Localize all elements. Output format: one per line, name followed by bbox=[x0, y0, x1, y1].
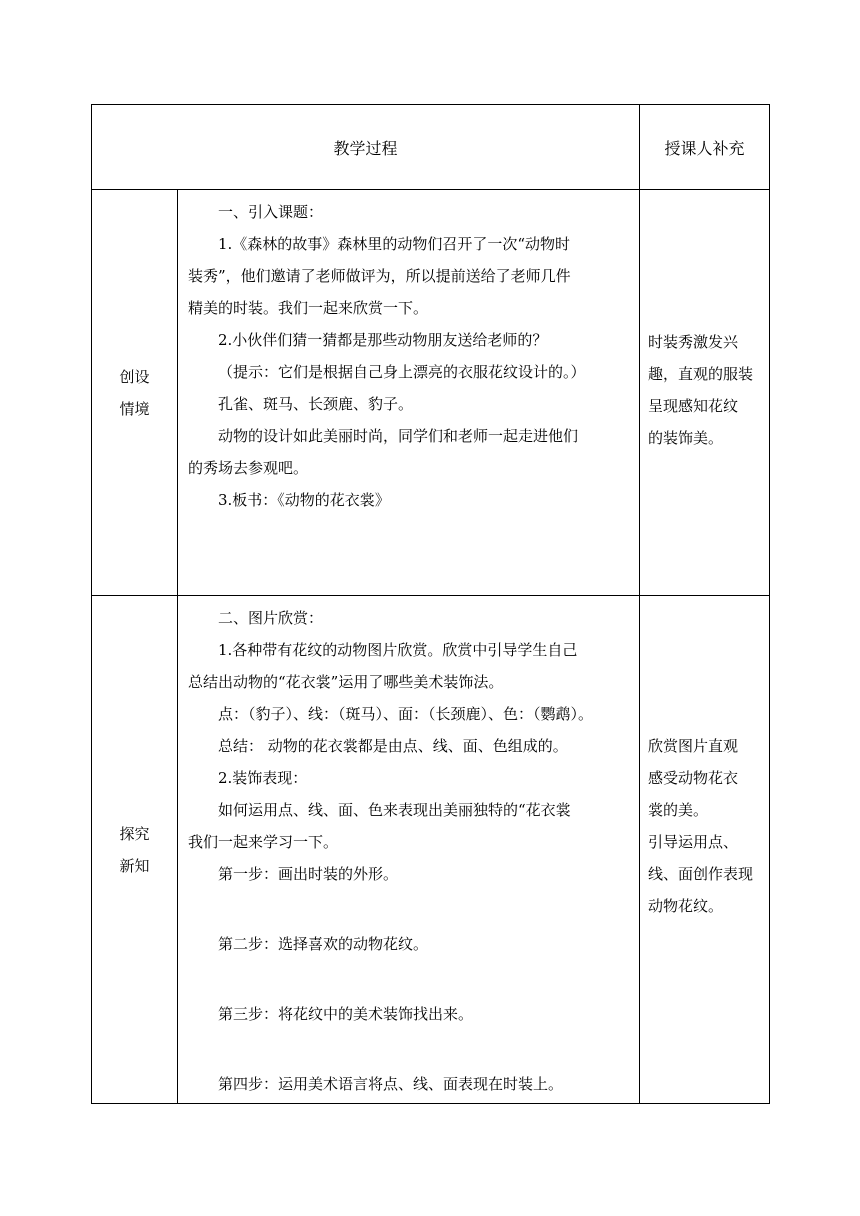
header-row bbox=[92, 105, 770, 190]
note-line: 呈现感知花纹 bbox=[648, 397, 739, 415]
section-note-scenario bbox=[640, 190, 770, 596]
content-line: 2.小伙伴们猜一猜都是那些动物朋友送给老师的？ bbox=[218, 331, 548, 349]
lesson-plan-table bbox=[91, 104, 770, 1104]
content-line: 总结： 动物的花衣裳都是由点、线、面、色组成的。 bbox=[218, 737, 568, 755]
section-label-explore bbox=[92, 596, 178, 1104]
section-label-scenario bbox=[92, 190, 178, 596]
content-line: 一、引入课题： bbox=[218, 203, 324, 221]
teaching-process-header: 教学过程 bbox=[92, 105, 640, 190]
note-line: 的装饰美。 bbox=[648, 429, 724, 447]
content-line: 如何运用点、线、面、色来表现出美丽独特的“花衣裳 bbox=[218, 801, 571, 819]
supplement-header: 授课人补充 bbox=[640, 105, 770, 190]
content-line: 第二步：选择喜欢的动物花纹。 bbox=[218, 935, 429, 953]
content-line: 二、图片欣赏： bbox=[218, 609, 324, 627]
label-line: 探究 bbox=[119, 824, 150, 843]
note-line: 引导运用点、 bbox=[648, 833, 739, 851]
content-line: （提示：它们是根据自己身上漂亮的衣服花纹设计的。） bbox=[218, 363, 586, 381]
section-note-explore bbox=[640, 596, 770, 1104]
note-line: 时装秀激发兴 bbox=[648, 333, 739, 351]
content-line: 3.板书：《动物的花衣裳》 bbox=[218, 491, 390, 509]
note-line: 裳的美。 bbox=[648, 801, 709, 819]
spacer bbox=[188, 960, 635, 998]
content-line: 总结出动物的“花衣裳”运用了哪些美术装饰法。 bbox=[188, 673, 504, 691]
content-line: 1.各种带有花纹的动物图片欣赏。欣赏中引导学生自己 bbox=[218, 641, 578, 659]
content-line: 的秀场去参观吧。 bbox=[188, 459, 309, 477]
content-line: 精美的时装。我们一起来欣赏一下。 bbox=[188, 299, 429, 317]
content-line: 第三步：将花纹中的美术装饰找出来。 bbox=[218, 1005, 474, 1023]
note-line: 感受动物花衣 bbox=[648, 769, 739, 787]
content-line: 第四步：运用美术语言将点、线、面表现在时装上。 bbox=[218, 1075, 564, 1093]
content-line: 我们一起来学习一下。 bbox=[188, 833, 339, 851]
note-line: 趣，直观的服装 bbox=[648, 365, 754, 383]
section-content-explore bbox=[178, 596, 640, 1104]
note-line: 线、面创作表现 bbox=[648, 865, 754, 883]
label-line: 新知 bbox=[119, 856, 150, 875]
spacer bbox=[188, 1030, 635, 1068]
section-row-scenario bbox=[92, 190, 770, 596]
content-line: 1.《森林的故事》森林里的动物们召开了一次“动物时 bbox=[218, 235, 570, 253]
section-content-scenario bbox=[178, 190, 640, 596]
label-line: 创设 bbox=[119, 367, 150, 386]
content-line: 第一步：画出时装的外形。 bbox=[218, 865, 399, 883]
label-line: 情境 bbox=[119, 399, 150, 418]
note-line: 动物花纹。 bbox=[648, 897, 724, 915]
content-line: 2.装饰表现： bbox=[218, 769, 308, 787]
note-line: 欣赏图片直观 bbox=[648, 737, 739, 755]
content-line: 点：（豹子）、线：（斑马）、面：（长颈鹿）、色：（鹦鹉）。 bbox=[218, 705, 594, 723]
content-line: 装秀”，他们邀请了老师做评为，所以提前送给了老师几件 bbox=[188, 267, 571, 285]
content-line: 孔雀、斑马、长颈鹿、豹子。 bbox=[218, 395, 414, 413]
content-line: 动物的设计如此美丽时尚，同学们和老师一起走进他们 bbox=[218, 427, 579, 445]
spacer bbox=[188, 890, 635, 928]
section-row-explore bbox=[92, 596, 770, 1104]
